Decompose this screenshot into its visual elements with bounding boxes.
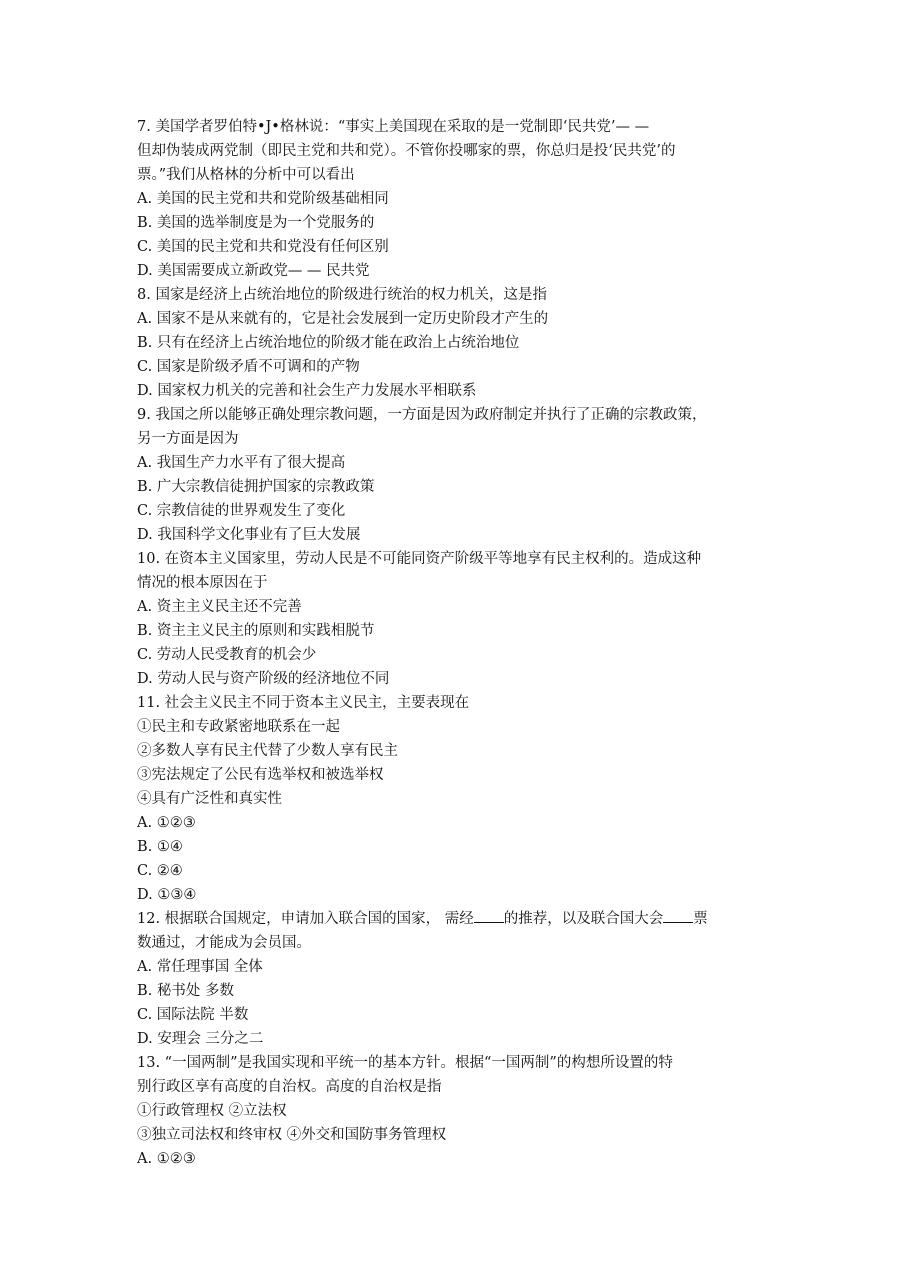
statement-3: ③宪法规定了公民有选举权和被选举权 xyxy=(137,767,384,783)
question-8 xyxy=(137,283,777,403)
option-a: A. 我国生产力水平有了很大提高 xyxy=(137,455,346,471)
question-stem: 8. 国家是经济上占统治地位的阶级进行统治的权力机关，这是指 xyxy=(137,287,547,303)
option-c: C. ②④ xyxy=(137,863,183,879)
question-stem: 数通过，才能成为会员国。 xyxy=(137,935,311,951)
option-c: C. 劳动人民受教育的机会少 xyxy=(137,647,317,663)
option-d: D. 安理会 三分之二 xyxy=(137,1031,264,1047)
question-stem: 另一方面是因为 xyxy=(137,431,239,447)
option-c: C. 宗教信徒的世界观发生了变化 xyxy=(137,503,346,519)
statement-2: ②多数人享有民主代替了少数人享有民主 xyxy=(137,743,398,759)
statement-pair: ③独立司法权和终审权 ④外交和国防事务管理权 xyxy=(137,1127,447,1143)
stem-part: 的推荐，以及联合国大会 xyxy=(503,911,664,927)
fill-in-blank xyxy=(474,908,504,923)
question-stem xyxy=(137,907,777,931)
stem-part: 票 xyxy=(693,911,708,927)
question-stem: 票。”我们从格林的分析中可以看出 xyxy=(137,167,355,183)
option-a: A. ①②③ xyxy=(137,815,196,831)
question-stem: 7. 美国学者罗伯特•J•格林说：“事实上美国现在采取的是一党制即‘民共党’— — xyxy=(137,119,650,135)
option-a: A. 国家不是从来就有的，它是社会发展到一定历史阶段才产生的 xyxy=(137,311,549,327)
option-b: B. 资主主义民主的原则和实践相脱节 xyxy=(137,623,375,639)
question-stem: 9. 我国之所以能够正确处理宗教问题，一方面是因为政府制定并执行了正确的宗教政策， xyxy=(137,407,707,423)
option-a: A. ①②③ xyxy=(137,1151,196,1167)
question-stem: 情况的根本原因在于 xyxy=(137,575,268,591)
question-13 xyxy=(137,1051,777,1171)
option-b: B. 美国的选举制度是为一个党服务的 xyxy=(137,215,375,231)
question-stem: 13. “一国两制”是我国实现和平统一的基本方针。根据“一国两制”的构想所设置的特 xyxy=(137,1055,673,1071)
question-stem: 别行政区享有高度的自治权。高度的自治权是指 xyxy=(137,1079,442,1095)
fill-in-blank xyxy=(663,908,693,923)
option-b: B. ①④ xyxy=(137,839,183,855)
option-b: B. 只有在经济上占统治地位的阶级才能在政治上占统治地位 xyxy=(137,335,520,351)
question-11 xyxy=(137,691,777,907)
option-d: D. 我国科学文化事业有了巨大发展 xyxy=(137,527,361,543)
option-c: C. 美国的民主党和共和党没有任何区别 xyxy=(137,239,389,255)
stem-part: 12. 根据联合国规定，申请加入联合国的国家， 需经 xyxy=(137,911,474,927)
option-b: B. 秘书处 多数 xyxy=(137,983,234,999)
document-page xyxy=(137,115,777,1171)
option-d: D. 美国需要成立新政党— — 民共党 xyxy=(137,263,370,279)
option-a: A. 资主主义民主还不完善 xyxy=(137,599,302,615)
question-stem: 10. 在资本主义国家里，劳动人民是不可能同资产阶级平等地享有民主权利的。造成这种 xyxy=(137,551,702,567)
option-d: D. 劳动人民与资产阶级的经济地位不同 xyxy=(137,671,390,687)
question-stem: 11. 社会主义民主不同于资本主义民主，主要表现在 xyxy=(137,695,470,711)
statement-4: ④具有广泛性和真实性 xyxy=(137,791,282,807)
question-7 xyxy=(137,115,777,283)
option-c: C. 国际法院 半数 xyxy=(137,1007,249,1023)
question-10 xyxy=(137,547,777,691)
question-9 xyxy=(137,403,777,547)
option-d: D. 国家权力机关的完善和社会生产力发展水平相联系 xyxy=(137,383,477,399)
option-d: D. ①③④ xyxy=(137,887,197,903)
statement-pair: ①行政管理权 ②立法权 xyxy=(137,1103,287,1119)
question-12 xyxy=(137,907,777,1051)
statement-1: ①民主和专政紧密地联系在一起 xyxy=(137,719,340,735)
option-b: B. 广大宗教信徒拥护国家的宗教政策 xyxy=(137,479,375,495)
question-stem: 但却伪装成两党制（即民主党和共和党）。不管你投哪家的票，你总归是投‘民共党’的 xyxy=(137,143,676,159)
option-a: A. 常任理事国 全体 xyxy=(137,959,263,975)
option-c: C. 国家是阶级矛盾不可调和的产物 xyxy=(137,359,360,375)
option-a: A. 美国的民主党和共和党阶级基础相同 xyxy=(137,191,389,207)
